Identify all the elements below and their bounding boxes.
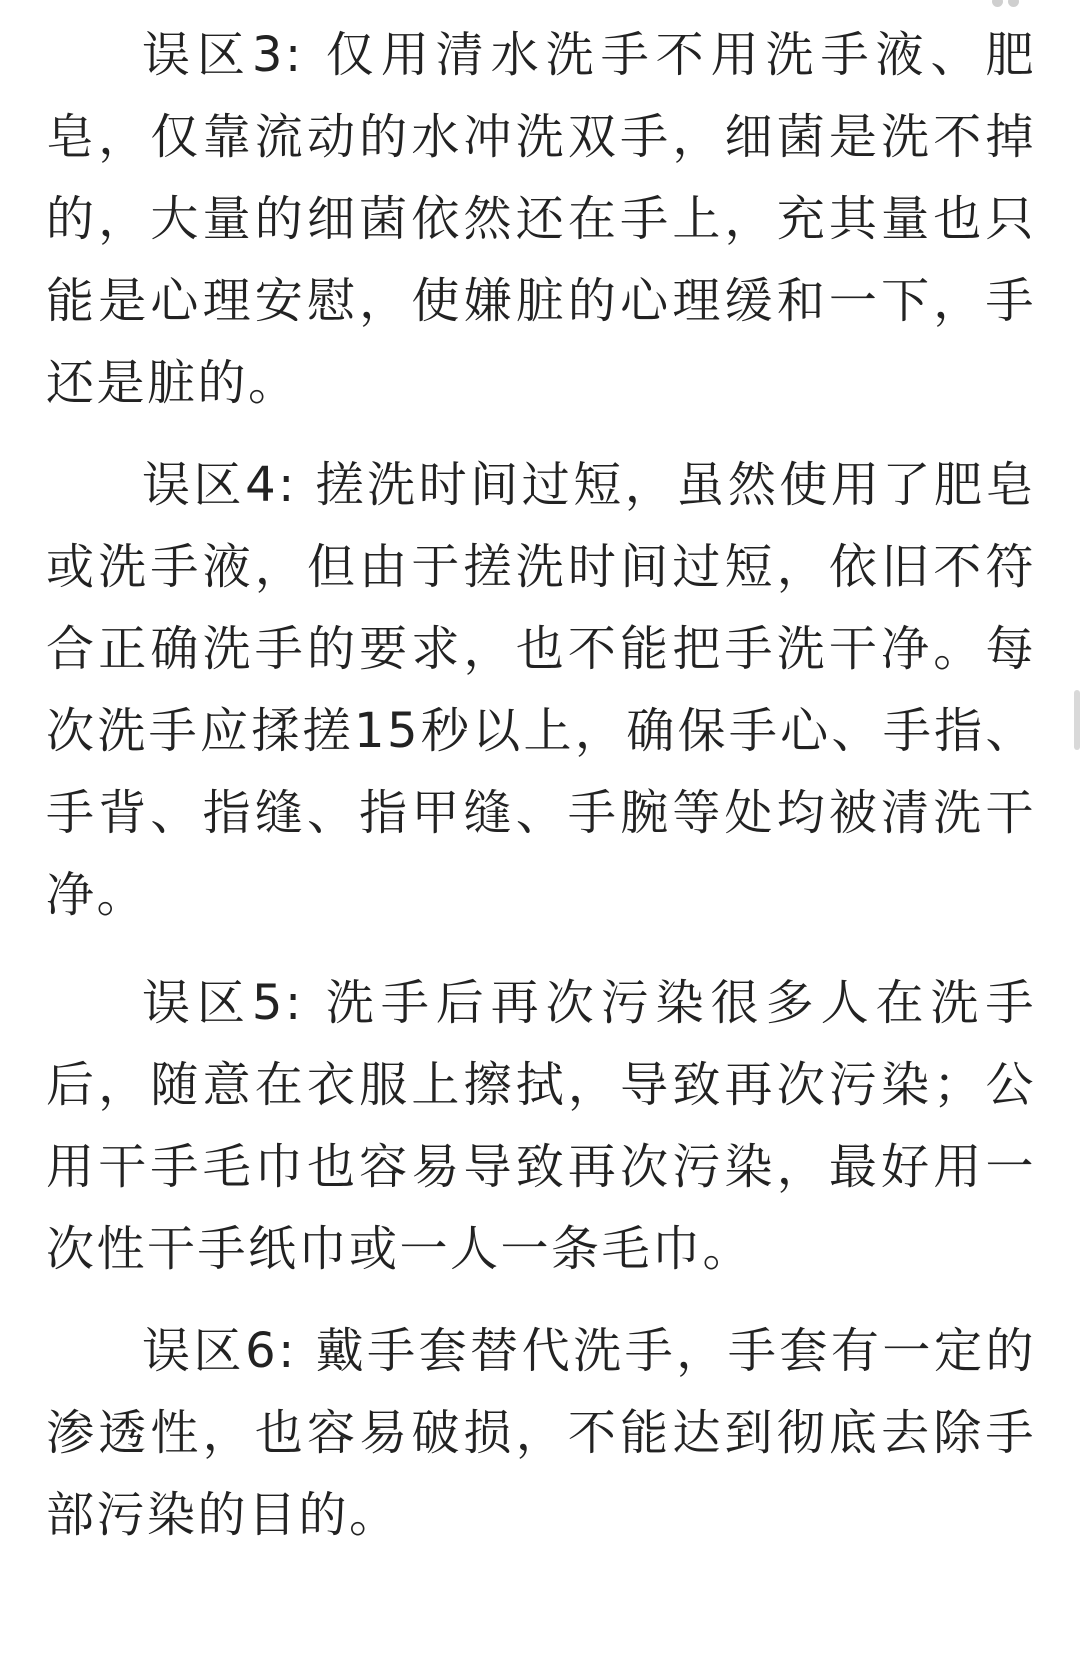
paragraph-myth-4: 误区4: 搓洗时间过短，虽然使用了肥皂或洗手液，但由于搓洗时间过短，依旧不符合正确洗手的要求，也不能把手洗干净。每次洗手应揉搓15秒以上，确保手心、手指、手背、指缝、指甲缝、手腕等处均被清洗干净。 bbox=[46, 457, 1036, 923]
scrollbar-thumb[interactable] bbox=[1074, 690, 1080, 750]
dot-shape bbox=[992, 0, 1003, 7]
paragraph-myth-5: 误区5: 洗手后再次污染很多人在洗手后，随意在衣服上擦拭，导致再次污染；公用干手毛巾也容易导致再次污染，最好用一次性干手纸巾或一人一条毛巾。 bbox=[46, 975, 1036, 1277]
more-dots-icon[interactable] bbox=[992, 0, 1022, 12]
paragraph-myth-6: 误区6: 戴手套替代洗手，手套有一定的渗透性，也容易破损，不能达到彻底去除手部污染的目的。 bbox=[46, 1323, 1036, 1543]
dot-shape bbox=[1008, 0, 1019, 7]
paragraph-myth-3: 误区3: 仅用清水洗手不用洗手液、肥皂，仅靠流动的水冲洗双手，细菌是洗不掉的，大量的细菌依然还在手上，充其量也只能是心理安慰，使嫌脏的心理缓和一下，手还是脏的。 bbox=[46, 27, 1036, 411]
